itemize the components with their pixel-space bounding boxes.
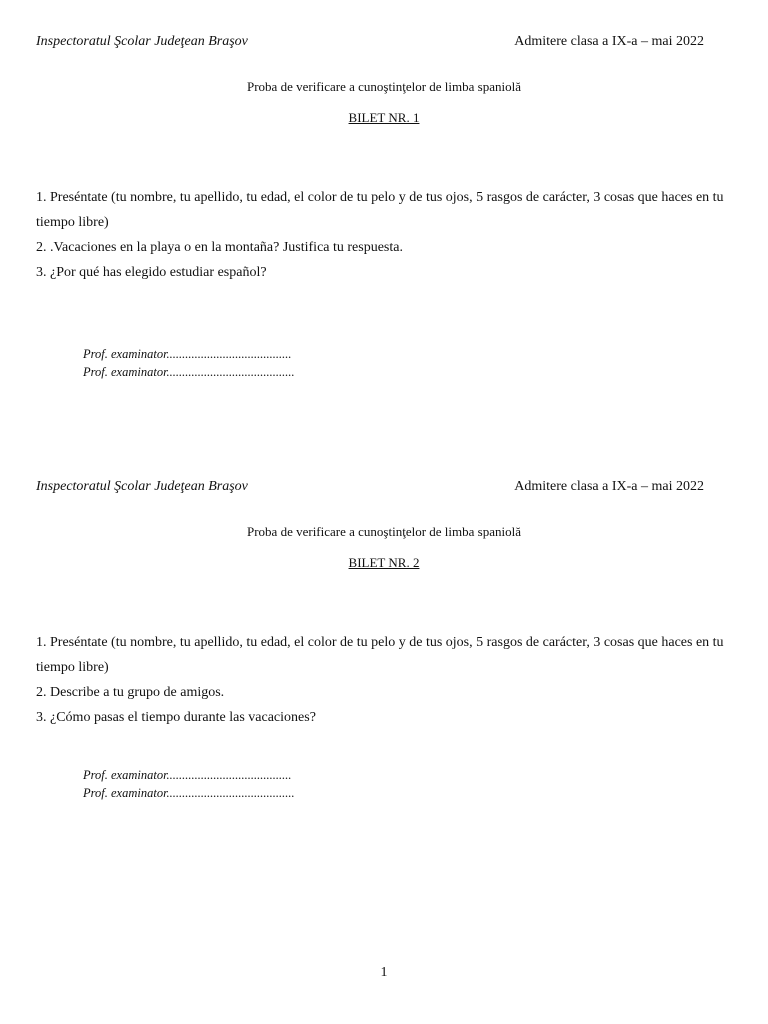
ticket-number-text: BILET NR. 1	[348, 110, 420, 125]
ticket-number-text: BILET NR. 2	[348, 555, 420, 570]
examiner-line: Prof. examinator........................................	[83, 768, 292, 782]
question-item: 3. ¿Por qué has elegido estudiar español?	[36, 265, 267, 280]
question-item: 3. ¿Cómo pasas el tiempo durante las vacaciones?	[36, 710, 316, 725]
exam-header: Admitere clasa a IX-a – mai 2022	[514, 479, 704, 494]
exam-header: Admitere clasa a IX-a – mai 2022	[514, 34, 704, 49]
question-item: 1. Preséntate (tu nombre, tu apellido, tu edad, el color de tu pelo y de tus ojos, 5 rasgos de carácter, 3 cosas que haces en tu tiempo libre)	[36, 635, 724, 675]
inspectorate-header: Inspectoratul Şcolar Judeţean Braşov	[36, 479, 248, 494]
question-item: 2. Describe a tu grupo de amigos.	[36, 685, 225, 700]
question-list	[36, 630, 736, 730]
question-list	[36, 185, 736, 285]
inspectorate-header: Inspectoratul Şcolar Judeţean Braşov	[36, 34, 248, 49]
subject-title: Proba de verificare a cunoştinţelor de limba spaniolă	[247, 524, 521, 539]
question-item: 1. Preséntate (tu nombre, tu apellido, tu edad, el color de tu pelo y de tus ojos, 5 rasgos de carácter, 3 cosas que haces en tu tiempo libre)	[36, 190, 724, 230]
question-item: 2. .Vacaciones en la playa o en la montaña? Justifica tu respuesta.	[36, 240, 403, 255]
examiner-line: Prof. examinator.........................................	[83, 365, 295, 379]
examiner-signatures	[83, 766, 295, 802]
page-number: 1	[380, 965, 388, 980]
examiner-line: Prof. examinator........................................	[83, 347, 292, 361]
ticket-number	[0, 555, 768, 571]
examiner-line: Prof. examinator.........................................	[83, 786, 295, 800]
ticket-number	[0, 110, 768, 126]
examiner-signatures	[83, 345, 295, 381]
subject-title: Proba de verificare a cunoştinţelor de limba spaniolă	[247, 79, 521, 94]
